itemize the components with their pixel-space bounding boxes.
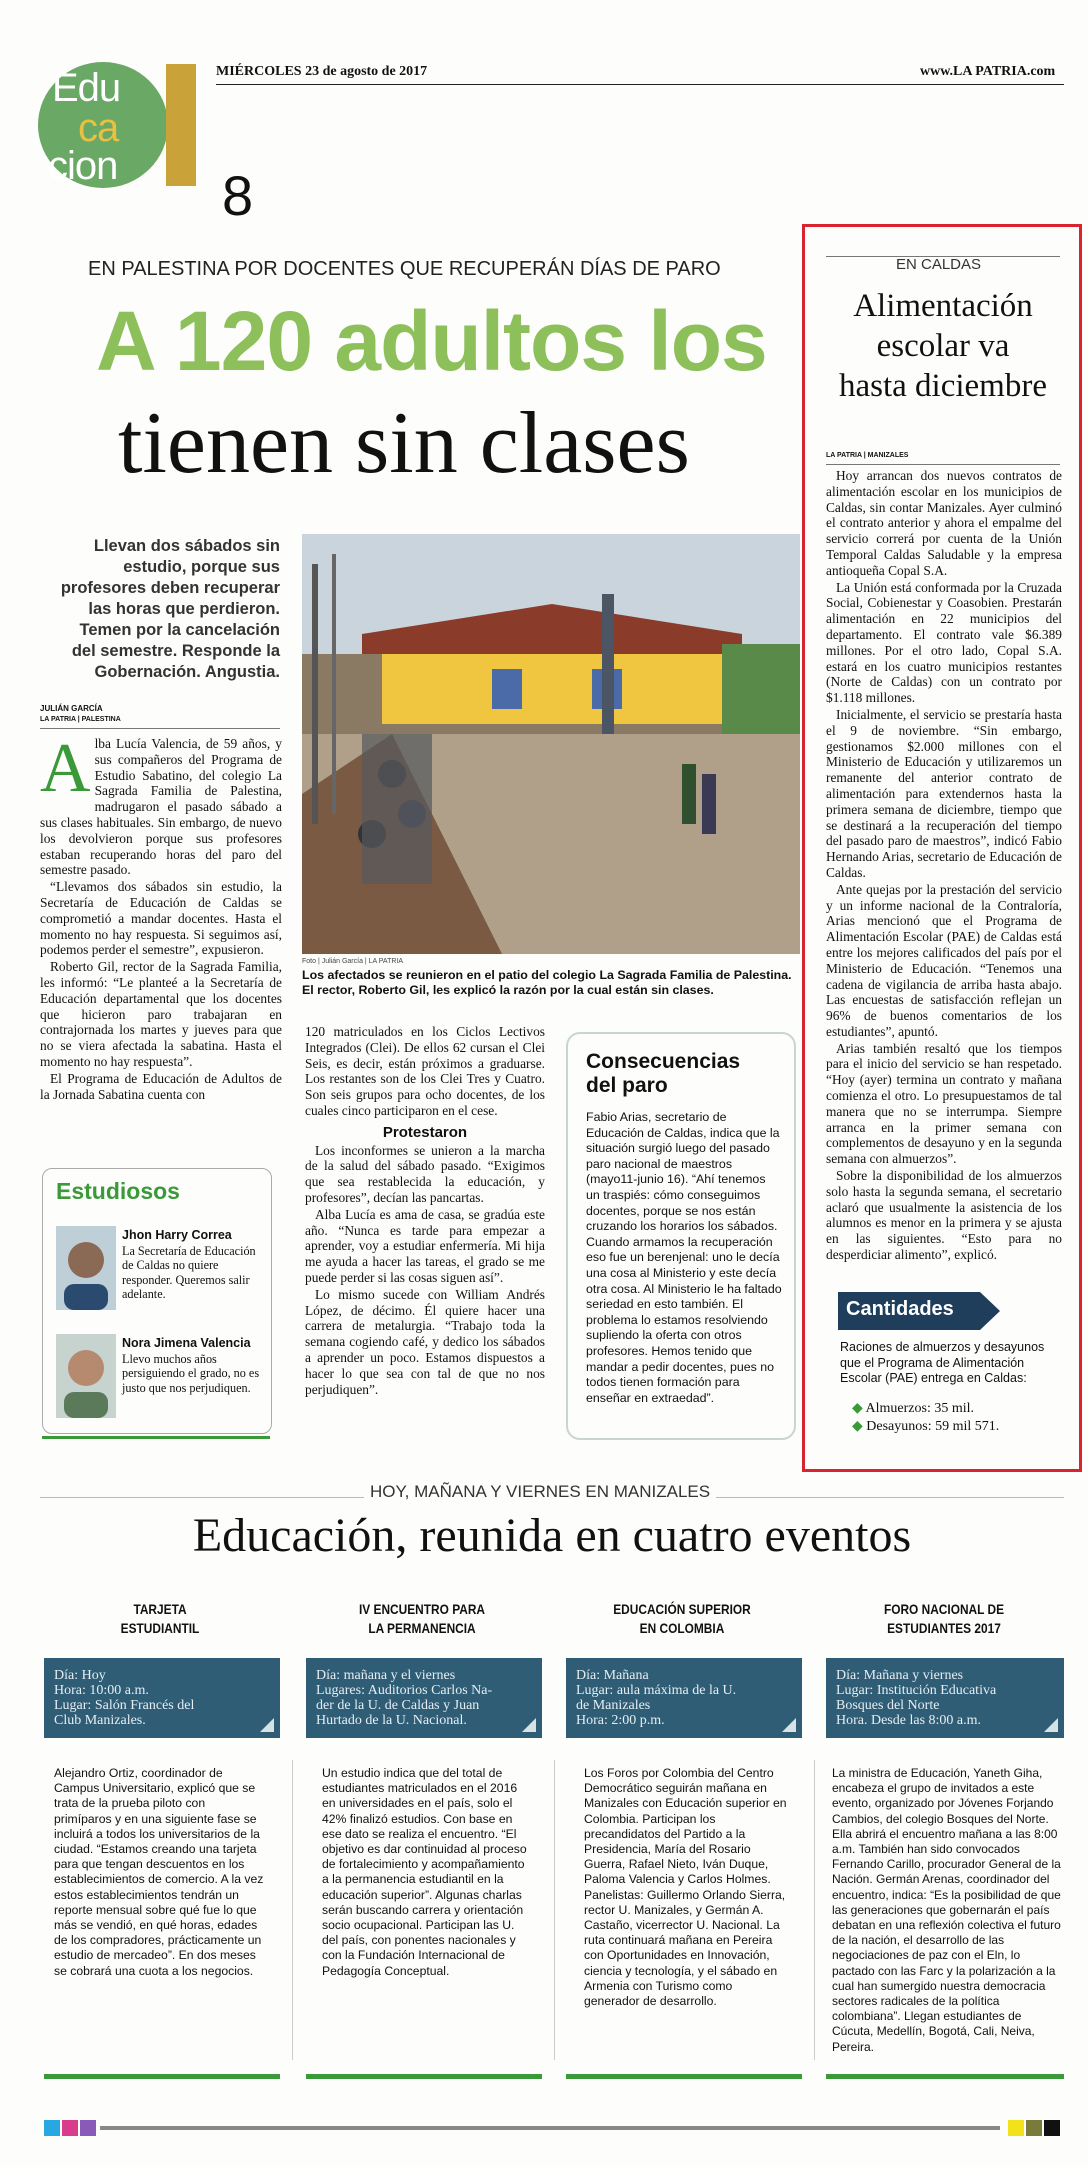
issue-date: MIÉRCOLES 23 de agosto de 2017 — [216, 64, 428, 79]
column-separator — [814, 1760, 815, 2060]
person-icon — [56, 1226, 116, 1310]
event-info-box — [306, 1658, 542, 1738]
event-title — [842, 1600, 1046, 1638]
event-text: Los Foros por Colombia del Centro Democrático seguirán mañana en Manizales con Educación superior en Colombia. Participan los precandidatos del Partido a la Presidencia, María del Rosario Guerra, Rafael Nieto, Iván Duque, Paloma Valencia y Carlos Holmes. Panelistas: Guillermo Orlando Sierra, rector U. Manizales, y Germán A. Castaño, vicerrector U. Nacional. La ruta continuará mañana en Pereira con Oportunidades en Innovación, ciencia y tecnología, y el sábado en Armenia con Turismo como generador de desarrollo. — [584, 1766, 787, 2009]
event-text: La ministra de Educación, Yaneth Giha, encabeza el grupo de invitados a este evento, organizado por Jóvenes Forjando Cambios, del colegio Bosques del Norte. Ella abrirá el encuentro mañana a las 8:00 a.m. También han sido convocados Fernando Carillo, procurador General de la Nación. Germán Arenas, coordinador del encuentro, indica: “Es la posibilidad de que las generaciones que gobernarán el país debatan en una reflexión colectiva el futuro de la nación, el desarrollo de las negociaciones de paz con el Eln, lo pactado con las Farc y la polarización a la cual han sumergido nuestra democracia sectores radicales de la política colombiana”. Llegan estudiantes de Cúcuta, Medellín, Bogotá, Cali, Neiva, Pereira. — [832, 1766, 1061, 2054]
edu-logo-line3: cion — [48, 144, 118, 188]
main-headline-line2: tienen sin clases — [118, 395, 690, 492]
sidebar-headline-line3: hasta diciembre — [839, 368, 1047, 404]
event-text: Un estudio indica que del total de estudiantes matriculados en el 2016 en universidades en el país, solo el 42% finalizó estudios. Con base en ese dato se realiza el encuentro. “El objetivo es dar continuidad al proceso de fortalecimiento y acompañamiento a la permanencia estudiantil en la educación superior”. Algunas charlas serán buscando carrera y orientación socio ocupacional. Participan las U. del país, con ponentes nacionales y con la Fundación Internacional de Pedagogía Conceptual. — [322, 1766, 527, 1978]
event-info-line: de Manizales — [576, 1698, 651, 1713]
event-info-line: Lugar: aula máxima de la U. — [576, 1683, 737, 1698]
event-info-line: Hora: 10:00 a.m. — [54, 1683, 149, 1698]
event-info-line: Día: Mañana — [576, 1668, 649, 1683]
event-rule — [44, 2074, 280, 2079]
event-info-line: Club Manizales. — [54, 1713, 146, 1728]
event-info-line: Día: Mañana y viernes — [836, 1668, 964, 1683]
event-title — [580, 1600, 784, 1638]
person-name: Jhon Harry Correa — [122, 1228, 232, 1242]
sidebar-headline-line2: escolar va — [876, 328, 1010, 364]
event-info-line: Hora: 2:00 p.m. — [576, 1713, 665, 1728]
estudiosos-rule — [42, 1436, 270, 1439]
corner-fold-icon — [522, 1718, 536, 1732]
header-rule — [216, 84, 1064, 85]
col1-paragraph: El Programa de Educación de Adultos de la Jornada Sabatina cuenta con — [40, 1070, 282, 1102]
event-info-line: Hurtado de la U. Nacional. — [316, 1713, 467, 1728]
diamond-icon: ◆ — [852, 1419, 863, 1434]
event-info-box — [566, 1658, 802, 1738]
diamond-icon: ◆ — [852, 1401, 863, 1416]
col2-paragraph: Alba Lucía es ama de casa, se gradúa este año. “Nunca es tarde para empezar a aprender, voy a estudiar enfermería. Mi hija me ayuda a hacer las tareas, el grado se me puede perder si las cosas siguen así”. — [305, 1206, 545, 1285]
edu-logo-bar — [166, 64, 196, 186]
avatar — [56, 1226, 116, 1310]
event-rule — [826, 2074, 1064, 2079]
photo-credit: Foto | Julián García | LA PATRIA — [302, 958, 404, 965]
page-number: 8 — [222, 164, 254, 227]
edu-logo-line1: Edu — [52, 66, 121, 110]
main-lead: Llevan dos sábados sin estudio, porque sus profesores deben recuperar las horas que perdieron. Temen por la cancelación del semestre. Responde la Gobernación. Angustia. — [60, 537, 280, 681]
col1-paragraph: “Llevamos dos sábados sin estudio, la Secretaría de Educación de Caldas se comprometió a mandar docentes. Hasta el momento no hay respuesta. Si seguimos así, podemos perder el semestre”, expusieron. — [40, 879, 282, 958]
dropcap: A — [40, 730, 91, 807]
event-rule — [566, 2074, 802, 2079]
event-info-line: Hora. Desde las 8:00 a.m. — [836, 1713, 982, 1728]
cantidades-item-text: Almuerzos: 35 mil. — [865, 1401, 975, 1416]
author-name: JULIÁN GARCÍA — [40, 704, 103, 713]
color-swatch-magenta — [62, 2120, 78, 2136]
main-kicker: EN PALESTINA POR DOCENTES QUE RECUPERÁN DÍAS DE PARO — [88, 258, 721, 280]
event-title-line: IV ENCUENTRO PARA — [358, 1601, 486, 1617]
estudiosos-title: Estudiosos — [56, 1178, 180, 1204]
sidebar-byline: LA PATRIA | MANIZALES — [826, 452, 909, 459]
edu-logo — [38, 62, 200, 188]
cantidades-title: Cantidades — [846, 1298, 954, 1320]
person-name: Nora Jimena Valencia — [122, 1336, 251, 1350]
event-title-line: ESTUDIANTES 2017 — [887, 1620, 1001, 1636]
color-strip — [100, 2126, 1000, 2130]
edu-logo-line2: ca — [78, 106, 119, 150]
event-info-line: Lugar: Institución Educativa — [836, 1683, 997, 1698]
cantidades-intro: Raciones de almuerzos y desayunos que el Programa de Alimentación Escolar (PAE) entrega en Caldas: — [840, 1340, 1045, 1386]
column-separator — [292, 1760, 293, 2060]
event-info-line: der de la U. de Caldas y Juan — [316, 1698, 480, 1713]
consecuencias-title-line1: Consecuencias — [586, 1050, 741, 1073]
color-swatch-olive — [1026, 2120, 1042, 2136]
main-photo — [302, 534, 800, 954]
author-org: LA PATRIA | PALESTINA — [40, 716, 121, 723]
event-info-line: Día: Hoy — [54, 1668, 106, 1683]
main-col1 — [40, 730, 282, 1103]
sidebar-headline-line1: Alimentación — [853, 288, 1033, 324]
col2-paragraph: Lo mismo sucede con William Andrés López, de décimo. Él quiere hacer una carrera de metalurgia. “Trabajo toda la semana cogiendo café, y dedico los sábados a aprender un poco. Estamos dispuestos a hacer lo que sea con tal de que no nos perjudiquen”. — [305, 1286, 545, 1397]
column-separator — [554, 1760, 555, 2060]
event-title — [58, 1600, 262, 1638]
person-icon — [56, 1334, 116, 1418]
event-rule — [306, 2074, 542, 2079]
sidebar-paragraph: Ante quejas por la prestación del servicio y un informe nacional de la Contraloría, Arias mencionó que el Programa de Alimentación Escolar (PAE) de Caldas está entre los mejores calificados del país por el Ministerio de Educación. “Tenemos una cadena de vigilancia de arriba hasta abajo. Las encuestas de satisfacción reflejan un 96% de buenos comentarios de los estudiantes”, apuntó. — [826, 881, 1062, 1039]
main-col2 — [305, 1024, 545, 1398]
cantidades-item — [852, 1418, 999, 1435]
col2-paragraph: 120 matriculados en los Ciclos Lectivos Integrados (Clei). De ellos 62 cursan el Clei Seis, es decir, están próximos a graduarse. Los restantes son de los Clei Tres y Cuatro. Son seis grupos para ocho docentes, de los cuales cinco participaron en el cese. — [305, 1024, 545, 1118]
sidebar-paragraph: Hoy arrancan dos nuevos contratos de alimentación escolar en los municipios de Caldas, sin contar Manizales. Ayer culminó el contrato anterior y ahora el empalme del servicio correrá por cuenta de la Unión Temporal Caldas Saludable y la empresa antioqueña Copal S.A. — [826, 468, 1062, 578]
sidebar-body — [826, 468, 1062, 1264]
cantidades-item-text: Desayunos: 59 mil 571. — [866, 1419, 1000, 1434]
sidebar-kicker: EN CALDAS — [896, 256, 982, 273]
byline-rule — [40, 728, 280, 729]
sidebar-paragraph: Inicialmente, el servicio se prestaría hasta el 9 de noviembre. “Sin embargo, gestionamos $2.000 millones con el Ministerio de Educación y utilizaremos un remanente del anterior contrato de alimentación para extendernos hasta la primera semana de diciembre, tiempo que se destinará a la recuperación del tiempo del pasado paro de maestros”, indicó Fabio Hernando Arias, secretario de Educación de Caldas. — [826, 706, 1062, 880]
sidebar-byline-rule — [826, 464, 1060, 465]
event-info-line: Bosques del Norte — [836, 1698, 940, 1713]
sidebar-paragraph: La Unión está conformada por la Cruzada Social, Cobienestar y Coasobien. Prestarán alimentación en 22 municipios del departamento. El contrato vale $6.389 millones. Por el otro lado, Copal S.A. estará en los cuatro municipios restantes (Norte de Caldas) con un contrato por $1.118 millones. — [826, 579, 1062, 706]
event-info-box — [44, 1658, 280, 1738]
color-swatch-violet — [80, 2120, 96, 2136]
event-info-line: Lugares: Auditorios Carlos Na- — [316, 1683, 493, 1698]
cantidades-item — [852, 1400, 974, 1417]
col2-paragraph: Los inconformes se unieron a la marcha de la salud del sábado pasado. “Exigimos que sea restablecida la educación, y profesores”, decían las pancartas. — [305, 1142, 545, 1205]
event-title — [320, 1600, 524, 1638]
person-quote: Llevo muchos años persiguiendo el grado, no es justo que nos perjudiquen. — [122, 1352, 260, 1395]
event-info-line: Lugar: Salón Francés del — [54, 1698, 195, 1713]
col1-first-paragraph: lba Lucía Valencia, de 59 años, y sus compañeros del Programa de Estudio Sabatino, del colegio La Sagrada Familia de Palestina, madrugaron el pasado sábado a sus clases habituales. Sin embargo, de nuevo los devolvieron porque sus profesores estaban recuperando horas del paro del semestre pasado. — [40, 736, 282, 878]
color-swatch-yellow — [1008, 2120, 1024, 2136]
print-color-bar — [44, 2120, 1064, 2136]
event-title-line: FORO NACIONAL DE — [883, 1601, 1005, 1617]
person-quote: La Secretaría de Educación de Caldas no quiere responder. Queremos salir adelante. — [122, 1244, 256, 1302]
events-kicker: HOY, MAÑANA Y VIERNES EN MANIZALES — [364, 1482, 716, 1502]
avatar — [56, 1334, 116, 1418]
event-info-line: Día: mañana y el viernes — [316, 1668, 456, 1683]
events-headline: Educación, reunida en cuatro eventos — [192, 1509, 912, 1562]
main-headline-line1: A 120 adultos los — [96, 294, 767, 388]
color-swatch-black — [1044, 2120, 1060, 2136]
photo-illustration — [302, 534, 800, 954]
col1-paragraph: Roberto Gil, rector de la Sagrada Familia, les informó: “Le planteé a la Secretaría de Educación departamental que los docentes que hicieron paro trabajaran en contrajornada los martes y jueves para que no se viera afectada la sabatina. Hasta el momento no hay respuesta”. — [40, 959, 282, 1069]
event-title-line: TARJETA — [133, 1601, 187, 1617]
event-title-line: LA PERMANENCIA — [368, 1620, 476, 1636]
color-swatch-cyan — [44, 2120, 60, 2136]
sidebar-paragraph: Sobre la disponibilidad de los almuerzos solo hasta la segunda semana, el secretario aclaró que usualmente la asistencia de los alumnos es menor en la primera y se ajusta en las siguientes. “Esto para no desperdiciar alimento”, explicó. — [826, 1168, 1062, 1263]
consecuencias-text: Fabio Arias, secretario de Educación de Caldas, indica que la situación surgió luego del pasado paro nacional de maestros (mayo11-junio 16). “Ahí tenemos un traspiés: cómo conseguimos docentes, porque se nos están cruzando los horarios los sábados. Cuando armamos la recuperación eso fue un berenjenal: uno le decía una cosa al Ministerio y este decía otra cosa. Al Ministerio le ha faltado seriedad en esto también. El problema lo estamos resolviendo supliendo la oferta con otros profesores. Hemos tenido que mandar a pedir docentes, pues no todos tienen formación para enseñar en extraedad”. — [586, 1110, 782, 1405]
event-info-box — [826, 1658, 1064, 1738]
photo-caption: Los afectados se reunieron en el patio del colegio La Sagrada Familia de Palestina. El rector, Roberto Gil, les explicó la razón por la cual están sin clases. — [302, 968, 792, 997]
consecuencias-title-line2: del paro — [586, 1074, 668, 1097]
corner-fold-icon — [260, 1718, 274, 1732]
corner-fold-icon — [1044, 1718, 1058, 1732]
event-title-line: ESTUDIANTIL — [120, 1620, 200, 1636]
cantidades-banner — [838, 1292, 1000, 1330]
sidebar-paragraph: Arias también resaltó que los tiempos para el inicio del servicio se han respetado. “Hoy (ayer) termina un contrato y mañana comienza el otro. Lo presupuestamos de tal manera que no se interrumpa. Siempre arranca en la primer semana con complementos de desayuno y en la segunda semana con almuerzos”. — [826, 1040, 1062, 1167]
website: www.LA PATRIA.com — [920, 64, 1056, 79]
event-title-line: EDUCACIÓN SUPERIOR — [613, 1601, 751, 1617]
event-text: Alejandro Ortiz, coordinador de Campus Universitario, explicó que se trata de la prueba piloto con primíparos y en una siguiente fase se incluirá a todos los universitarios de la ciudad. “Estamos creando una tarjeta para que tengan descuentos en los establecimientos de comercio. A la vez estos establecimientos tendrán un reporte mensual sobre qué fue lo que más se vendió, en qué horas, edades de los compradores, prácticamente un estudio de mercadeo”. En dos meses se cobrará una cuota a los negocios. — [54, 1766, 264, 1978]
corner-fold-icon — [782, 1718, 796, 1732]
event-title-line: EN COLOMBIA — [639, 1620, 725, 1636]
subhead-protestaron: Protestaron — [382, 1123, 468, 1141]
